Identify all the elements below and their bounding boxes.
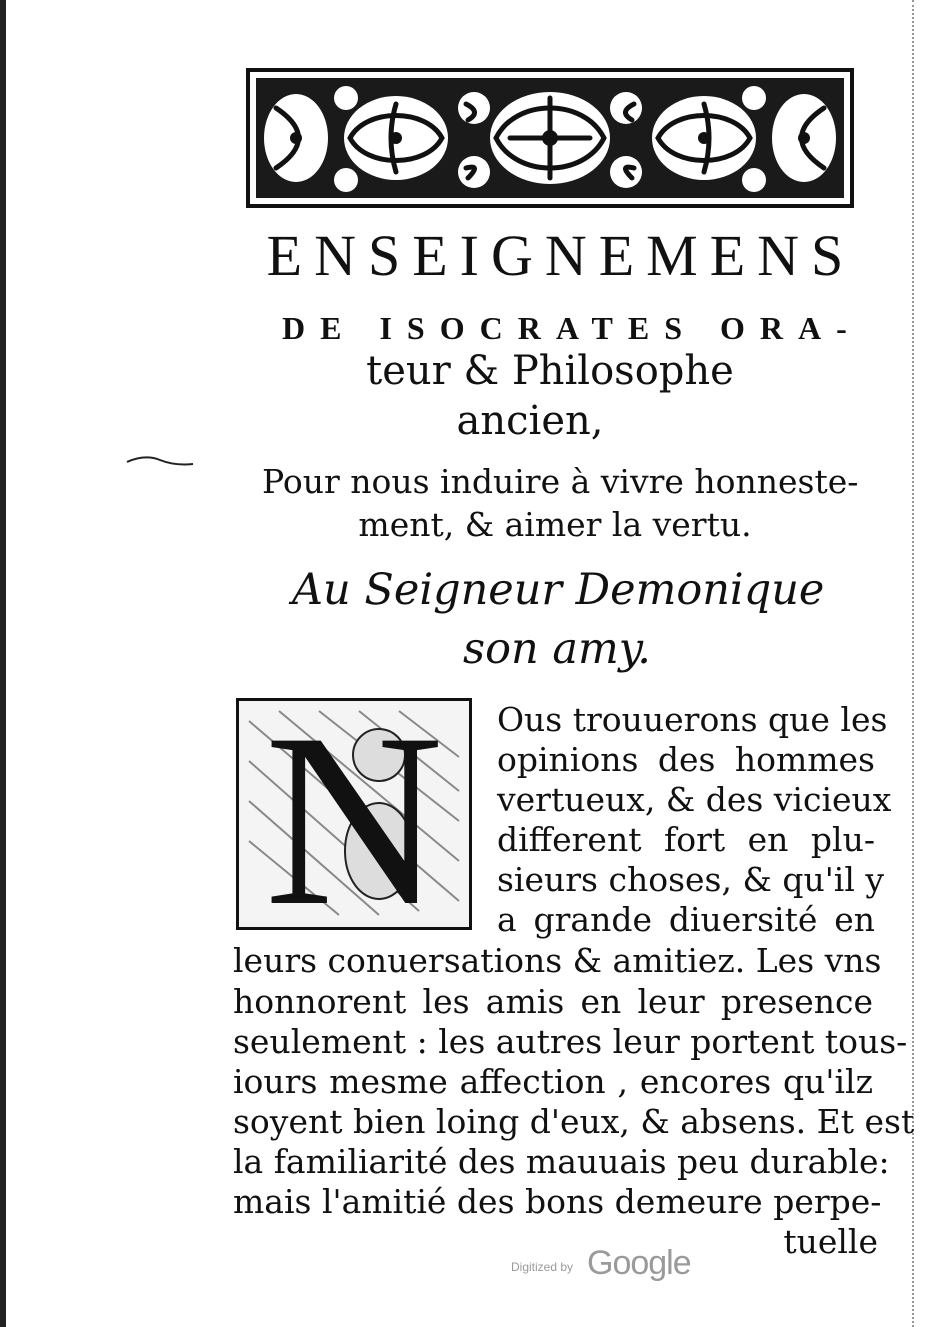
body-line: sieurs choses, & qu'il y [497,860,885,899]
subtitle-line-3: ancien, [456,398,604,444]
body-line: seulement : les autres leur portent tous- [233,1022,908,1061]
decorated-drop-cap [236,682,472,957]
dedication-line-2: son amy. [463,624,651,674]
body-line: leurs conuersations & amitiez. Les vns [233,941,882,980]
catchword: tuelle [783,1222,878,1261]
body-line: a grande diuersité en [497,900,875,939]
ornamental-headpiece [246,68,854,208]
digitization-watermark [511,1244,691,1284]
purpose-line-2: ment, & aimer la vertu. [358,505,752,544]
subtitle-line-1: DE ISOCRATES ORA- [282,310,862,346]
stray-flourish-mark [125,452,195,472]
subtitle-line-2: teur & Philosophe [366,348,734,394]
body-line: honnorent les amis en leur presence [233,982,873,1021]
body-line: different fort en plu- [497,820,875,859]
body-line: la familiarité des mauuais peu durable: [233,1142,890,1181]
body-line: iours mesme affection , encores qu'ilz [233,1062,873,1101]
body-line: Ous trouuerons que les [497,700,888,739]
dedication-line-1: Au Seigneur Demonique [292,565,825,615]
purpose-line-1: Pour nous induire à vivre honneste- [262,462,859,501]
page-edge-left [0,0,6,1327]
watermark-brand: Google [587,1244,691,1282]
drop-cap-letter: N [264,682,444,957]
body-line: mais l'amitié des bons demeure perpe- [233,1182,882,1221]
watermark-prefix: Digitized by [511,1260,574,1274]
page-title: ENSEIGNEMENS [266,223,856,288]
body-line: soyent bien loing d'eux, & absens. Et est [233,1102,915,1141]
body-line: opinions des hommes [497,740,875,779]
body-line: vertueux, & des vicieux [497,780,892,819]
